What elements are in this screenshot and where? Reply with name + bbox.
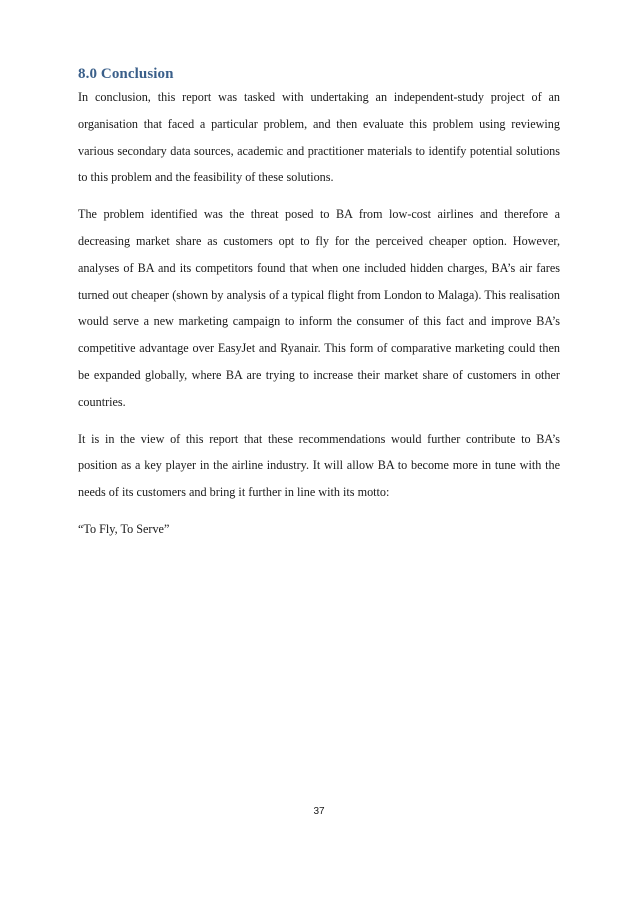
section-heading: 8.0 Conclusion: [78, 66, 174, 82]
page-number: 37: [313, 806, 325, 817]
paragraph-3: It is in the view of this report that these recommendations would further contribute to BA’s position as a key player in the airline industry. It will allow BA to become more in tune with the needs of its customers and bring it further in line with its motto:: [78, 431, 560, 500]
paragraph-2: The problem identified was the threat posed to BA from low-cost airlines and therefore a decreasing market share as customers opt to fly for the perceived cheaper option. However, analyses of BA and its competitors found that when one included hidden charges, BA’s air fares turned out cheaper (shown by analysis of a typical flight from London to Malaga). This realisation would serve a new marketing campaign to inform the consumer of this fact and improve BA’s competitive advantage over EasyJet and Ryanair. This form of comparative marketing could then be expanded globally, where BA are trying to increase their market share of customers in other countries.: [78, 207, 560, 409]
paragraph-1: In conclusion, this report was tasked with undertaking an independent-study project of an organisation that faced a particular problem, and then evaluate this problem using reviewing various secondary data sources, academic and practitioner materials to identify potential solutions to this problem and the feasibility of these solutions.: [78, 90, 560, 185]
motto-quote: “To Fly, To Serve”: [78, 521, 170, 536]
document-body: [78, 62, 560, 543]
